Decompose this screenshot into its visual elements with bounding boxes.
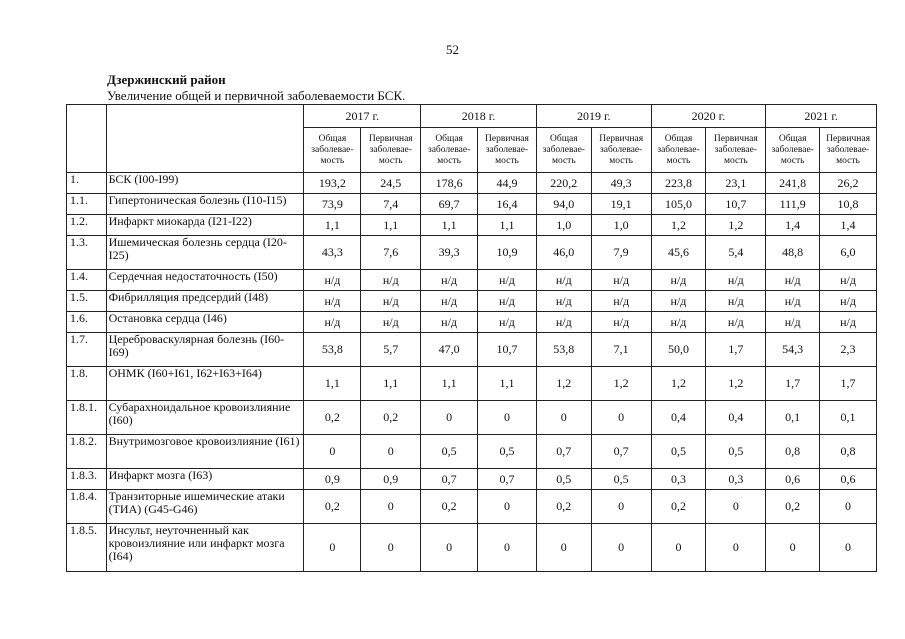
primary-morbidity-cell: 1,1	[361, 367, 421, 401]
row-number: 1.6.	[67, 312, 107, 333]
general-morbidity-cell: н/д	[304, 312, 361, 333]
general-morbidity-cell: 0,6	[766, 469, 820, 490]
row-number: 1.8.3.	[67, 469, 107, 490]
table-body	[67, 173, 877, 572]
general-morbidity-cell: 0	[651, 524, 706, 572]
subheader-primary: Первичная заболевае-мость	[820, 128, 877, 173]
header-empty-name	[106, 105, 304, 173]
year-header: 2018 г.	[421, 105, 537, 128]
primary-morbidity-cell: 2,3	[820, 333, 877, 367]
row-number: 1.2.	[67, 215, 107, 236]
general-morbidity-cell: 0,2	[536, 490, 591, 524]
primary-morbidity-cell: 0	[706, 524, 766, 572]
primary-morbidity-cell: 16,4	[478, 194, 537, 215]
primary-morbidity-cell: 24,5	[361, 173, 421, 194]
general-morbidity-cell: н/д	[766, 291, 820, 312]
row-label: Фибрилляция предсердий (I48)	[106, 291, 304, 312]
general-morbidity-cell: 1,7	[766, 367, 820, 401]
general-morbidity-cell: 1,2	[651, 367, 706, 401]
table-row	[67, 312, 877, 333]
primary-morbidity-cell: 0,7	[478, 469, 537, 490]
subheader-primary: Первичная заболевае-мость	[591, 128, 651, 173]
general-morbidity-cell: 1,1	[304, 367, 361, 401]
primary-morbidity-cell: 44,9	[478, 173, 537, 194]
primary-morbidity-cell: 0	[591, 490, 651, 524]
subheader-primary: Первичная заболевае-мость	[361, 128, 421, 173]
row-number: 1.	[67, 173, 107, 194]
primary-morbidity-cell: 10,7	[706, 194, 766, 215]
table-caption: Увеличение общей и первичной заболеваемости БСК.	[107, 88, 406, 103]
table-row	[67, 401, 877, 435]
general-morbidity-cell: 1,2	[651, 215, 706, 236]
primary-morbidity-cell: н/д	[361, 312, 421, 333]
general-morbidity-cell: 0	[536, 401, 591, 435]
general-morbidity-cell: 0	[304, 524, 361, 572]
general-morbidity-cell: 193,2	[304, 173, 361, 194]
general-morbidity-cell: н/д	[536, 270, 591, 291]
primary-morbidity-cell: н/д	[591, 312, 651, 333]
year-header: 2019 г.	[536, 105, 651, 128]
primary-morbidity-cell: 1,1	[361, 215, 421, 236]
primary-morbidity-cell: 0	[591, 401, 651, 435]
row-number: 1.8.4.	[67, 490, 107, 524]
primary-morbidity-cell: 0	[706, 490, 766, 524]
row-label: Цереброваскулярная болезнь (I60-I69)	[106, 333, 304, 367]
table-row	[67, 270, 877, 291]
table-row	[67, 194, 877, 215]
year-header: 2020 г.	[651, 105, 766, 128]
general-morbidity-cell: 73,9	[304, 194, 361, 215]
general-morbidity-cell: 223,8	[651, 173, 706, 194]
general-morbidity-cell: н/д	[766, 270, 820, 291]
primary-morbidity-cell: 1,1	[478, 215, 537, 236]
subheader-general: Общая заболевае-мость	[536, 128, 591, 173]
general-morbidity-cell: 0,7	[536, 435, 591, 469]
primary-morbidity-cell: 10,8	[820, 194, 877, 215]
general-morbidity-cell: 0,2	[304, 401, 361, 435]
primary-morbidity-cell: 1,7	[706, 333, 766, 367]
table-row	[67, 173, 877, 194]
morbidity-table	[66, 104, 877, 572]
row-number: 1.7.	[67, 333, 107, 367]
primary-morbidity-cell: 0	[820, 524, 877, 572]
general-morbidity-cell: н/д	[421, 291, 478, 312]
primary-morbidity-cell: н/д	[478, 270, 537, 291]
general-morbidity-cell: 0	[304, 435, 361, 469]
general-morbidity-cell: 0,2	[651, 490, 706, 524]
row-label: Сердечная недостаточность (I50)	[106, 270, 304, 291]
general-morbidity-cell: 50,0	[651, 333, 706, 367]
subheader-general: Общая заболевае-мость	[304, 128, 361, 173]
primary-morbidity-cell: 0,6	[820, 469, 877, 490]
general-morbidity-cell: 54,3	[766, 333, 820, 367]
general-morbidity-cell: 0	[421, 524, 478, 572]
primary-morbidity-cell: н/д	[478, 291, 537, 312]
table-row	[67, 367, 877, 401]
primary-morbidity-cell: 0,2	[361, 401, 421, 435]
general-morbidity-cell: 1,2	[536, 367, 591, 401]
general-morbidity-cell: 1,1	[304, 215, 361, 236]
general-morbidity-cell: 105,0	[651, 194, 706, 215]
subheader-general: Общая заболевае-мость	[421, 128, 478, 173]
table-row	[67, 291, 877, 312]
primary-morbidity-cell: 26,2	[820, 173, 877, 194]
general-morbidity-cell: 0,1	[766, 401, 820, 435]
general-morbidity-cell: н/д	[536, 312, 591, 333]
general-morbidity-cell: н/д	[304, 291, 361, 312]
general-morbidity-cell: 43,3	[304, 236, 361, 270]
general-morbidity-cell: 1,0	[536, 215, 591, 236]
primary-morbidity-cell: н/д	[706, 270, 766, 291]
row-label: Инсульт, неуточненный как кровоизлияние или инфаркт мозга (I64)	[106, 524, 304, 572]
primary-morbidity-cell: 1,0	[591, 215, 651, 236]
page-number: 52	[446, 42, 459, 57]
general-morbidity-cell: 0,2	[421, 490, 478, 524]
primary-morbidity-cell: 0,5	[706, 435, 766, 469]
primary-morbidity-cell: 0,3	[706, 469, 766, 490]
subheader-general: Общая заболевае-мость	[651, 128, 706, 173]
primary-morbidity-cell: н/д	[591, 270, 651, 291]
general-morbidity-cell: 220,2	[536, 173, 591, 194]
primary-morbidity-cell: 49,3	[591, 173, 651, 194]
primary-morbidity-cell: 5,4	[706, 236, 766, 270]
row-number: 1.1.	[67, 194, 107, 215]
primary-morbidity-cell: н/д	[591, 291, 651, 312]
primary-morbidity-cell: н/д	[820, 270, 877, 291]
primary-morbidity-cell: н/д	[361, 291, 421, 312]
primary-morbidity-cell: 10,7	[478, 333, 537, 367]
row-label: ОНМК (I60+I61, I62+I63+I64)	[106, 367, 304, 401]
primary-morbidity-cell: 0,1	[820, 401, 877, 435]
primary-morbidity-cell: 1,1	[478, 367, 537, 401]
primary-morbidity-cell: 5,7	[361, 333, 421, 367]
table-row	[67, 333, 877, 367]
general-morbidity-cell: 1,4	[766, 215, 820, 236]
general-morbidity-cell: 0,4	[651, 401, 706, 435]
general-morbidity-cell: н/д	[766, 312, 820, 333]
general-morbidity-cell: 0,5	[421, 435, 478, 469]
primary-morbidity-cell: 0	[478, 401, 537, 435]
general-morbidity-cell: 0	[766, 524, 820, 572]
primary-morbidity-cell: 0	[361, 435, 421, 469]
row-label: Гипертоническая болезнь (I10-I15)	[106, 194, 304, 215]
primary-morbidity-cell: н/д	[820, 312, 877, 333]
row-label: Инфаркт мозга (I63)	[106, 469, 304, 490]
general-morbidity-cell: 39,3	[421, 236, 478, 270]
general-morbidity-cell: 0	[536, 524, 591, 572]
row-number: 1.3.	[67, 236, 107, 270]
general-morbidity-cell: 0,2	[766, 490, 820, 524]
general-morbidity-cell: 47,0	[421, 333, 478, 367]
subheader-general: Общая заболевае-мость	[766, 128, 820, 173]
primary-morbidity-cell: 0	[478, 490, 537, 524]
subheader-primary: Первичная заболевае-мость	[706, 128, 766, 173]
primary-morbidity-cell: 19,1	[591, 194, 651, 215]
general-morbidity-cell: 48,8	[766, 236, 820, 270]
primary-morbidity-cell: н/д	[478, 312, 537, 333]
row-label: Внутримозговое кровоизлияние (I61)	[106, 435, 304, 469]
general-morbidity-cell: 1,1	[421, 215, 478, 236]
primary-morbidity-cell: 0	[820, 490, 877, 524]
primary-morbidity-cell: н/д	[820, 291, 877, 312]
primary-morbidity-cell: 0,5	[478, 435, 537, 469]
general-morbidity-cell: 46,0	[536, 236, 591, 270]
primary-morbidity-cell: 0,7	[591, 435, 651, 469]
table-row	[67, 524, 877, 572]
row-number: 1.8.2.	[67, 435, 107, 469]
general-morbidity-cell: 0,5	[651, 435, 706, 469]
primary-morbidity-cell: 0	[478, 524, 537, 572]
general-morbidity-cell: 0,5	[536, 469, 591, 490]
general-morbidity-cell: 241,8	[766, 173, 820, 194]
primary-morbidity-cell: 7,4	[361, 194, 421, 215]
general-morbidity-cell: 0,2	[304, 490, 361, 524]
year-header-row	[67, 105, 877, 128]
general-morbidity-cell: 1,1	[421, 367, 478, 401]
primary-morbidity-cell: 1,2	[706, 367, 766, 401]
general-morbidity-cell: н/д	[651, 291, 706, 312]
general-morbidity-cell: 53,8	[536, 333, 591, 367]
row-number: 1.8.	[67, 367, 107, 401]
table-row	[67, 236, 877, 270]
general-morbidity-cell: н/д	[304, 270, 361, 291]
primary-morbidity-cell: 10,9	[478, 236, 537, 270]
general-morbidity-cell: н/д	[651, 312, 706, 333]
general-morbidity-cell: 94,0	[536, 194, 591, 215]
row-label: Транзиторные ишемические атаки (ТИА) (G45-G46)	[106, 490, 304, 524]
year-header: 2017 г.	[304, 105, 421, 128]
primary-morbidity-cell: 0,4	[706, 401, 766, 435]
row-number: 1.5.	[67, 291, 107, 312]
primary-morbidity-cell: н/д	[706, 312, 766, 333]
row-number: 1.4.	[67, 270, 107, 291]
table-row	[67, 490, 877, 524]
table-row	[67, 215, 877, 236]
primary-morbidity-cell: 0,5	[591, 469, 651, 490]
section-title: Дзержинский район	[107, 72, 226, 87]
general-morbidity-cell: н/д	[651, 270, 706, 291]
primary-morbidity-cell: 7,9	[591, 236, 651, 270]
row-label: БСК (I00-I99)	[106, 173, 304, 194]
row-number: 1.8.1.	[67, 401, 107, 435]
general-morbidity-cell: 0,9	[304, 469, 361, 490]
general-morbidity-cell: н/д	[421, 270, 478, 291]
row-label: Субарахноидальное кровоизлияние (I60)	[106, 401, 304, 435]
primary-morbidity-cell: 0,8	[820, 435, 877, 469]
general-morbidity-cell: н/д	[421, 312, 478, 333]
general-morbidity-cell: 45,6	[651, 236, 706, 270]
primary-morbidity-cell: н/д	[706, 291, 766, 312]
primary-morbidity-cell: н/д	[361, 270, 421, 291]
row-label: Остановка сердца (I46)	[106, 312, 304, 333]
primary-morbidity-cell: 1,7	[820, 367, 877, 401]
table-row	[67, 435, 877, 469]
general-morbidity-cell: 53,8	[304, 333, 361, 367]
primary-morbidity-cell: 7,1	[591, 333, 651, 367]
primary-morbidity-cell: 1,2	[706, 215, 766, 236]
year-header: 2021 г.	[766, 105, 877, 128]
primary-morbidity-cell: 0	[361, 524, 421, 572]
general-morbidity-cell: 111,9	[766, 194, 820, 215]
primary-morbidity-cell: 0	[591, 524, 651, 572]
general-morbidity-cell: 0,8	[766, 435, 820, 469]
row-label: Ишемическая болезнь сердца (I20-I25)	[106, 236, 304, 270]
primary-morbidity-cell: 1,2	[591, 367, 651, 401]
table-row	[67, 469, 877, 490]
subheader-primary: Первичная заболевае-мость	[478, 128, 537, 173]
primary-morbidity-cell: 0	[361, 490, 421, 524]
general-morbidity-cell: 0,3	[651, 469, 706, 490]
general-morbidity-cell: 178,6	[421, 173, 478, 194]
primary-morbidity-cell: 7,6	[361, 236, 421, 270]
primary-morbidity-cell: 6,0	[820, 236, 877, 270]
primary-morbidity-cell: 0,9	[361, 469, 421, 490]
primary-morbidity-cell: 23,1	[706, 173, 766, 194]
primary-morbidity-cell: 1,4	[820, 215, 877, 236]
header-empty-num	[67, 105, 107, 173]
general-morbidity-cell: 0	[421, 401, 478, 435]
general-morbidity-cell: н/д	[536, 291, 591, 312]
general-morbidity-cell: 0,7	[421, 469, 478, 490]
row-number: 1.8.5.	[67, 524, 107, 572]
general-morbidity-cell: 69,7	[421, 194, 478, 215]
row-label: Инфаркт миокарда (I21-I22)	[106, 215, 304, 236]
